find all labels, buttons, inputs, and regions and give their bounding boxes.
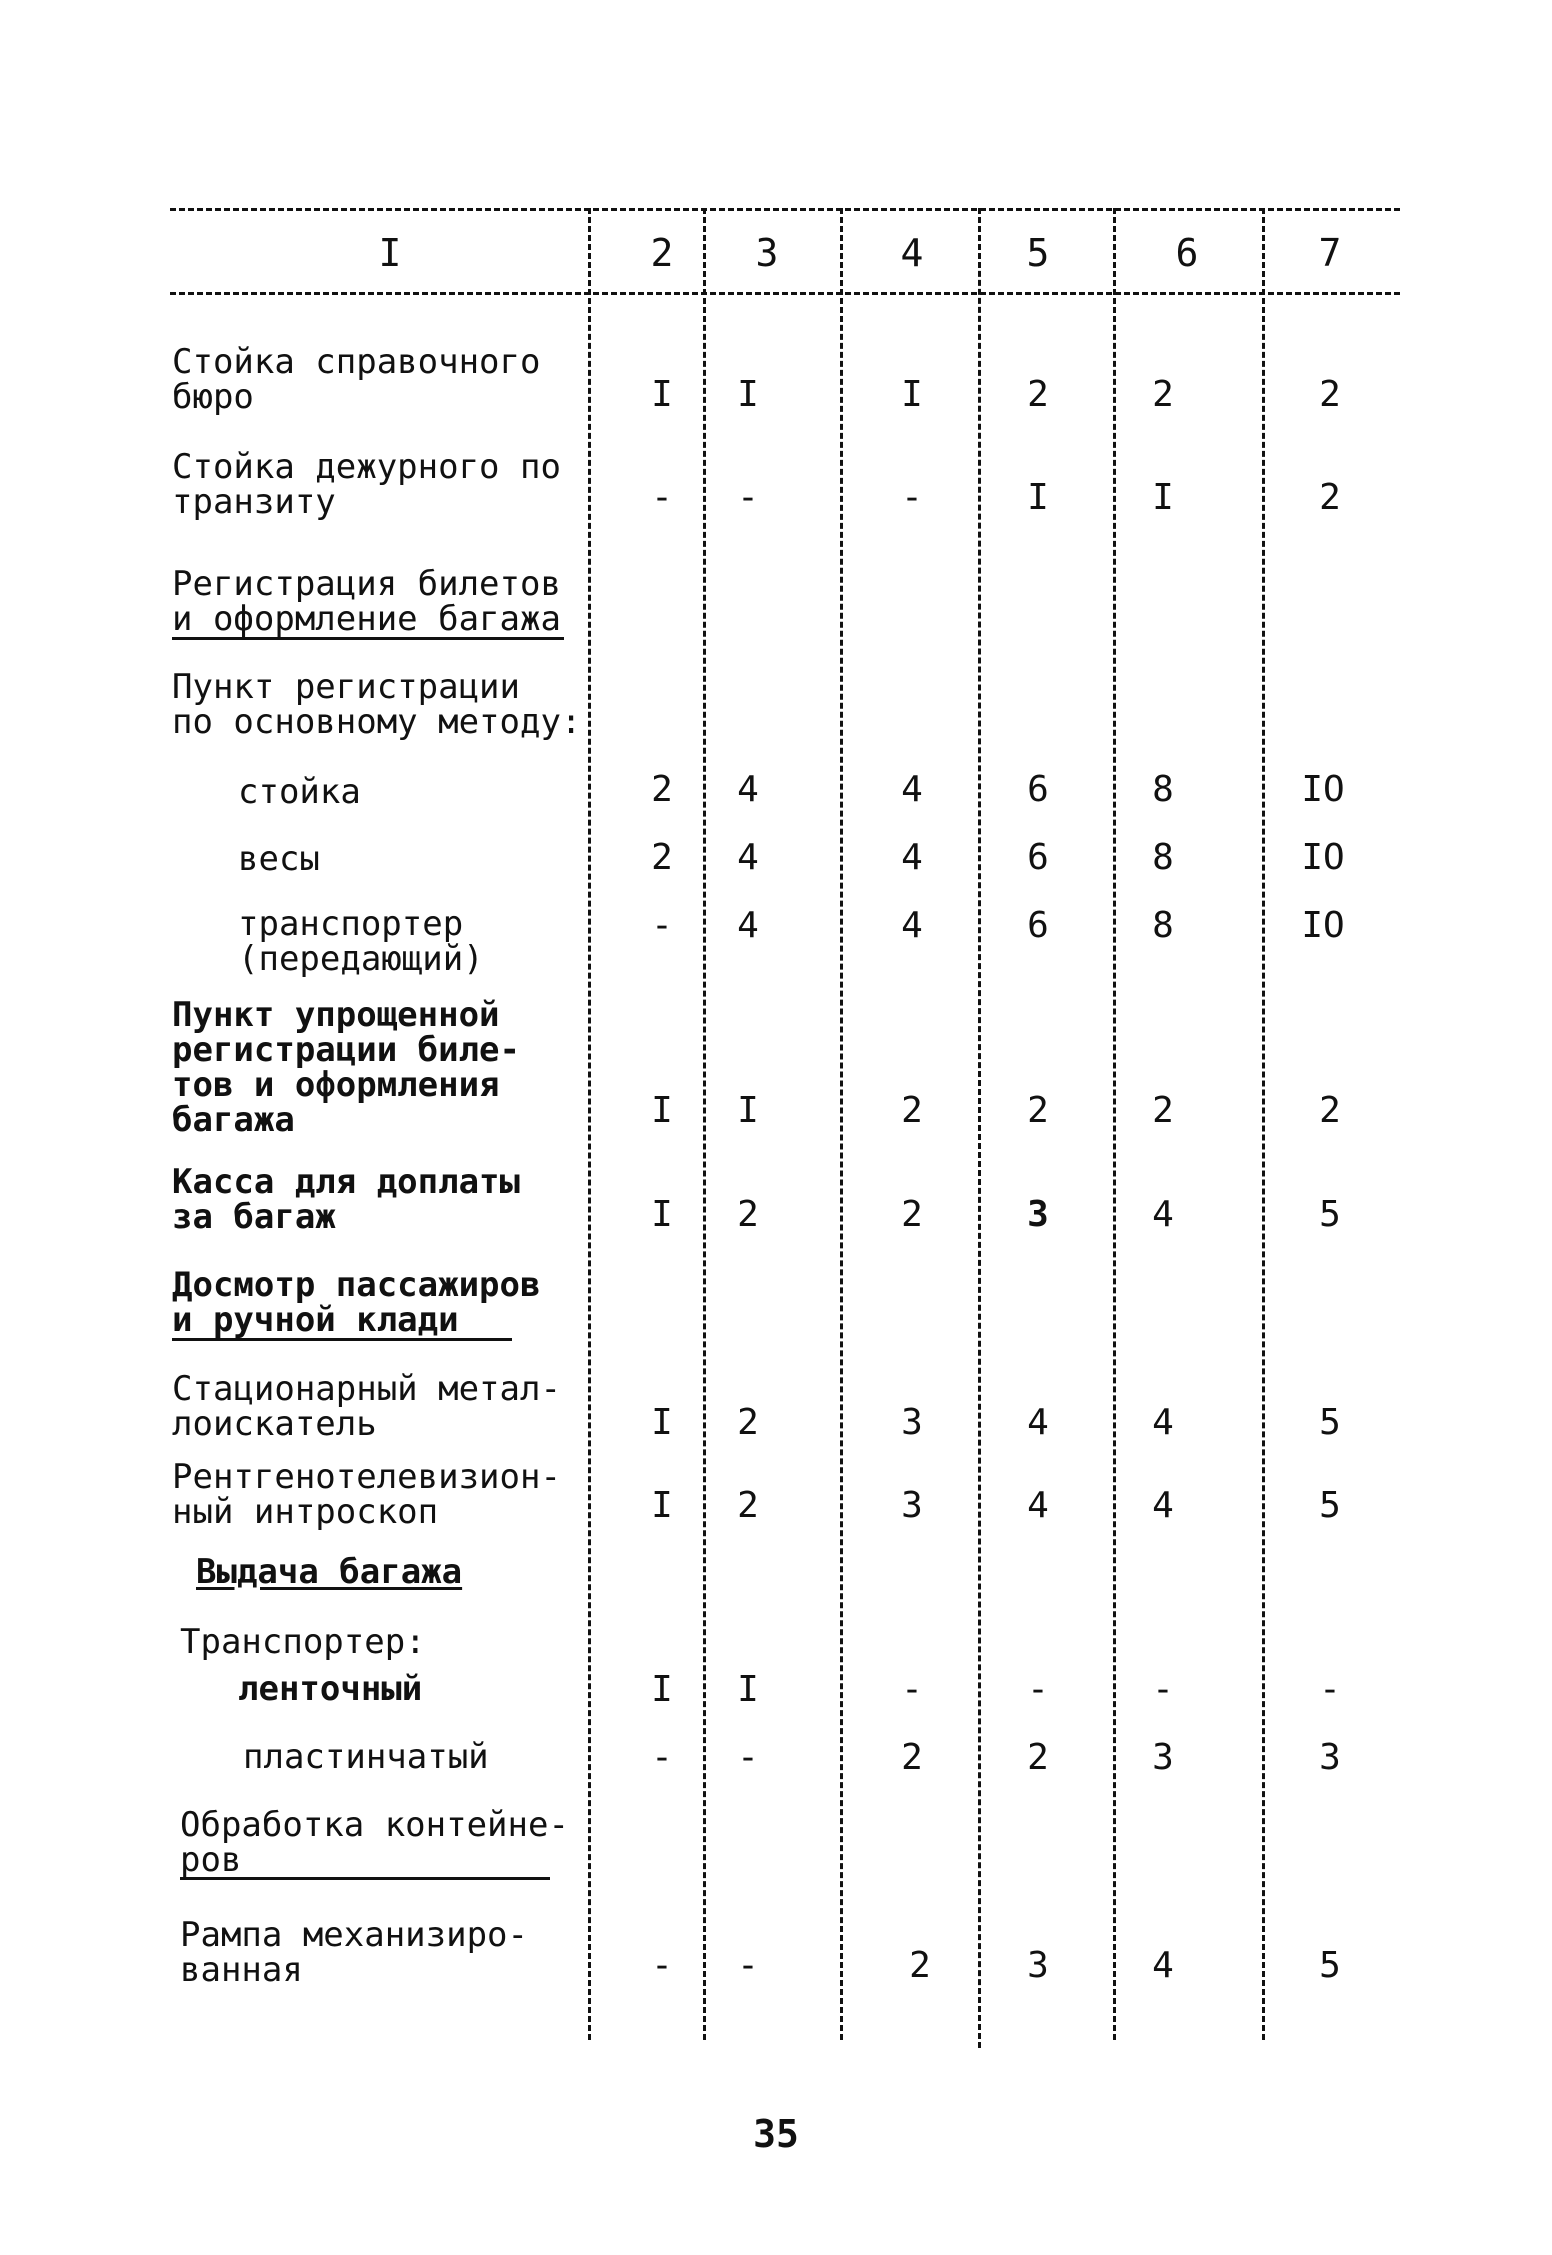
table-cell: I [1152, 477, 1174, 518]
row-label: Транспортер: [180, 1622, 426, 1662]
table-cell: - [651, 1737, 673, 1778]
row-label: транспортер (передающий) [238, 904, 484, 979]
row-label: пластинчатый [243, 1737, 489, 1777]
table-cell: 5 [1319, 1402, 1341, 1443]
table-cell: IO [1301, 905, 1345, 946]
table-cell: 2 [1152, 374, 1174, 415]
table-cell: 4 [737, 837, 759, 878]
table-cell: 2 [1152, 1090, 1174, 1131]
table-cell: 2 [901, 1194, 923, 1235]
table-cell: 4 [901, 905, 923, 946]
table-cell: 2 [909, 1945, 931, 1986]
table-cell: 3 [1319, 1737, 1341, 1778]
table-cell: 3 [1027, 1945, 1049, 1986]
row-label: весы [238, 839, 320, 879]
table-cell: 4 [1027, 1485, 1049, 1526]
table-cell: 5 [1319, 1945, 1341, 1986]
table-cell: 3 [901, 1485, 923, 1526]
table-cell: - [737, 1737, 759, 1778]
table-cell: - [1319, 1669, 1341, 1710]
table-cell: 2 [1319, 374, 1341, 415]
table-cell: 2 [901, 1737, 923, 1778]
header-col-6: 6 [1175, 231, 1199, 275]
row-label: ленточный [238, 1669, 423, 1709]
table-cell: 2 [901, 1090, 923, 1131]
row-label: Стационарный метал- лоискатель [172, 1369, 561, 1444]
table-cell: 4 [737, 905, 759, 946]
column-divider-4 [978, 208, 981, 2048]
header-col-5: 5 [1026, 231, 1050, 275]
table-cell: 2 [737, 1402, 759, 1443]
header-col-7: 7 [1318, 231, 1342, 275]
table-cell: I [651, 374, 673, 415]
section-underline [172, 1338, 512, 1341]
table-cell: - [651, 905, 673, 946]
row-label: Рампа механизиро- ванная [180, 1915, 528, 1990]
table-cell: 2 [737, 1485, 759, 1526]
header-col-1: I [378, 231, 402, 275]
table-cell: - [901, 477, 923, 518]
table-cell: - [1152, 1669, 1174, 1710]
header-col-2: 2 [650, 231, 674, 275]
table-cell: 4 [737, 769, 759, 810]
table-cell: - [901, 1669, 923, 1710]
column-divider-5 [1113, 208, 1116, 2040]
column-divider-1 [588, 208, 591, 2040]
row-label: Пункт упрощенной регистрации биле- тов и оформления багажа [172, 995, 520, 1140]
table-cell: 5 [1319, 1485, 1341, 1526]
table-cell: 8 [1152, 837, 1174, 878]
header-col-3: 3 [755, 231, 779, 275]
table-cell: I [737, 1669, 759, 1710]
table-cell: - [651, 1945, 673, 1986]
table-cell: 3 [1152, 1737, 1174, 1778]
table-cell: I [651, 1090, 673, 1131]
row-label: Касса для доплаты за багаж [172, 1162, 520, 1237]
table-cell: 2 [1027, 374, 1049, 415]
section-underline [180, 1877, 550, 1880]
table-cell: - [737, 1945, 759, 1986]
table-cell: 4 [1152, 1945, 1174, 1986]
table-cell: 8 [1152, 905, 1174, 946]
table-cell: 4 [901, 769, 923, 810]
table-cell: 3 [1027, 1194, 1049, 1235]
table-cell: - [651, 477, 673, 518]
table-cell: 8 [1152, 769, 1174, 810]
table-cell: 2 [737, 1194, 759, 1235]
section-underline [172, 637, 564, 640]
table-cell: 4 [1152, 1402, 1174, 1443]
table-cell: I [737, 1090, 759, 1131]
table-cell: 3 [901, 1402, 923, 1443]
column-divider-6 [1262, 208, 1265, 2040]
row-label: Стойка справочного бюро [172, 342, 541, 417]
page-number: 35 [753, 2112, 799, 2156]
table-cell: 2 [651, 837, 673, 878]
table-cell: I [651, 1402, 673, 1443]
row-label: стойка [238, 772, 361, 812]
table-cell: 4 [1027, 1402, 1049, 1443]
table-cell: 2 [1319, 477, 1341, 518]
table-cell: 4 [901, 837, 923, 878]
table-cell: 4 [1152, 1485, 1174, 1526]
table-cell: 6 [1027, 905, 1049, 946]
table-cell: 2 [651, 769, 673, 810]
table-cell: - [1027, 1669, 1049, 1710]
table-cell: I [651, 1194, 673, 1235]
table-cell: IO [1301, 837, 1345, 878]
table-cell: I [651, 1669, 673, 1710]
table-top-rule [170, 208, 1400, 211]
row-label: Пункт регистрации по основному методу: [172, 667, 582, 742]
table-cell: I [901, 374, 923, 415]
table-cell: I [737, 374, 759, 415]
table-cell: 2 [1027, 1090, 1049, 1131]
table-cell: IO [1301, 769, 1345, 810]
table-cell: I [1027, 477, 1049, 518]
header-bottom-rule [170, 292, 1400, 295]
table-cell: - [737, 477, 759, 518]
table-cell: 6 [1027, 837, 1049, 878]
table-cell: 6 [1027, 769, 1049, 810]
section-heading-baggage-claim: Выдача багажа [196, 1552, 463, 1592]
header-col-4: 4 [900, 231, 924, 275]
section-heading-registration: Регистрация билетов и оформление багажа [172, 564, 561, 639]
column-divider-3 [840, 208, 843, 2040]
section-heading-containers: Обработка контейне- ров [180, 1805, 569, 1880]
row-label: Рентгенотелевизион- ный интроскоп [172, 1457, 561, 1532]
row-label: Стойка дежурного по транзиту [172, 447, 561, 522]
table-cell: I [651, 1485, 673, 1526]
section-heading-screening: Досмотр пассажиров и ручной клади [172, 1265, 541, 1340]
table-cell: 2 [1027, 1737, 1049, 1778]
table-cell: 4 [1152, 1194, 1174, 1235]
table-cell: 5 [1319, 1194, 1341, 1235]
table-cell: 2 [1319, 1090, 1341, 1131]
